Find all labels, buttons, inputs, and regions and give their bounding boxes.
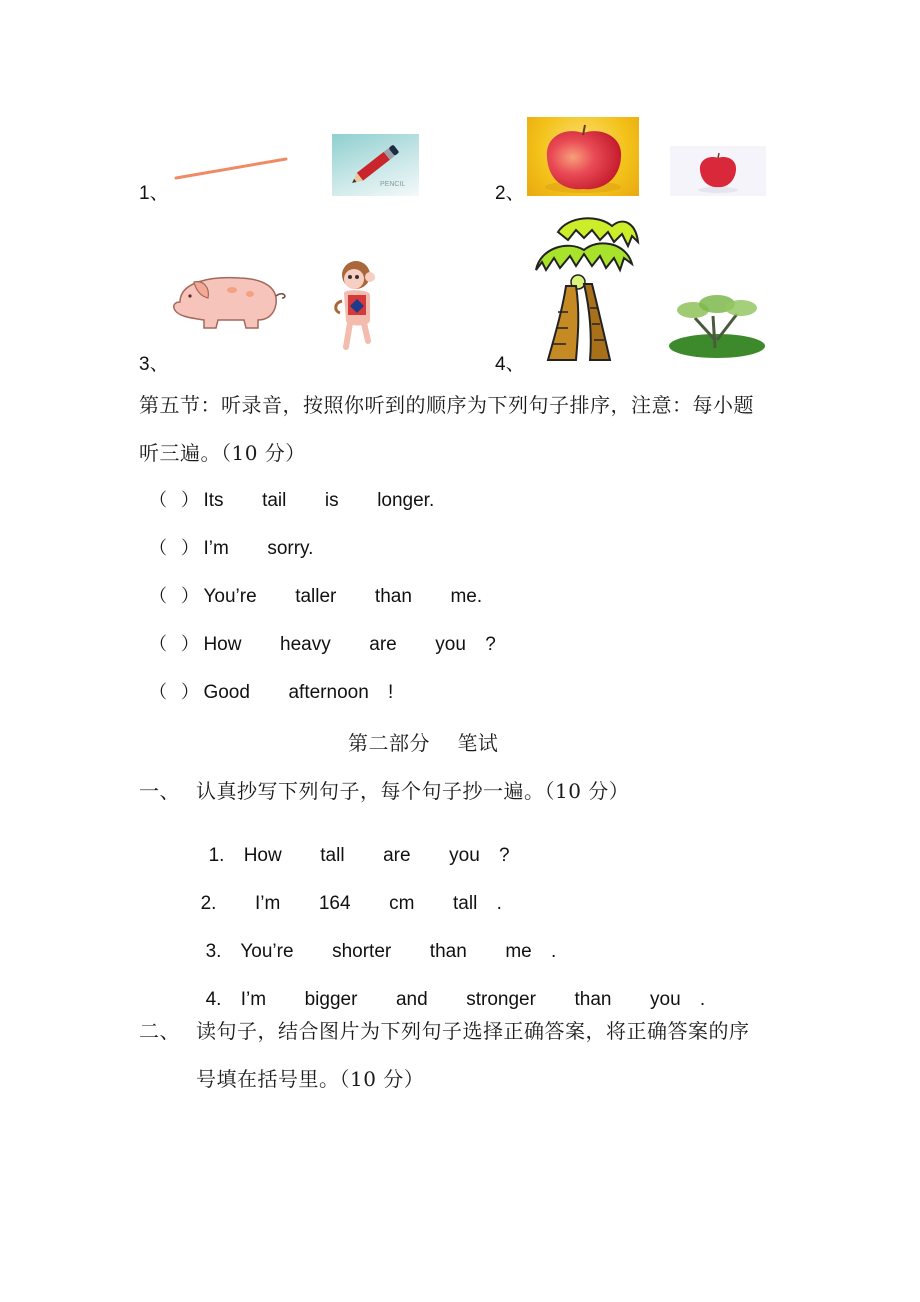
sentence-row-4: [149, 630, 496, 656]
q1-item-4: [167, 967, 705, 1011]
answer-paren-close: ）: [181, 538, 199, 559]
q1-number: 一、: [139, 779, 180, 803]
answer-paren-open: （: [149, 682, 167, 703]
pig-image: [170, 268, 295, 333]
answer-paren-open: （: [149, 538, 167, 559]
part2-title: 第二部分 笔试: [348, 731, 499, 755]
palm-trees-image: [528, 212, 640, 364]
item-number: 3.: [205, 941, 222, 962]
item-number: 4.: [205, 989, 222, 1010]
item-text: I’m 164 cm tall .: [254, 893, 502, 914]
q2-instruction-line1: 读句子，结合图片为下列句子选择正确答案，将正确答案的序: [196, 1019, 750, 1043]
answer-paren-close: ）: [181, 490, 199, 511]
answer-paren-close: ）: [181, 586, 199, 607]
tree-icon: [665, 290, 767, 362]
apple-icon: [527, 117, 639, 196]
big-apple-image: [527, 117, 639, 196]
answer-paren-open: （: [149, 634, 167, 655]
q2-instruction-line2: 号填在括号里。（10 分）: [196, 1067, 425, 1091]
q1-item-2: [162, 871, 502, 915]
item-number: 1.: [208, 845, 225, 866]
small-tree-image: [665, 290, 767, 362]
sentence-text: I’m sorry.: [203, 538, 314, 559]
sentence-row-3: [149, 582, 482, 608]
item-1-label: 1、: [139, 183, 169, 204]
apple-small-icon: [670, 146, 766, 196]
q1-item-1: [170, 823, 510, 867]
pencil-caption: PENCIL: [380, 181, 406, 188]
item-3-label: 3、: [139, 354, 169, 375]
item-4-label: 4、: [495, 354, 525, 375]
sentence-row-1: [149, 486, 434, 512]
answer-paren-close: ）: [181, 682, 199, 703]
monkey-image: [328, 255, 390, 357]
stick-image: [172, 153, 290, 183]
answer-paren-open: （: [149, 586, 167, 607]
item-text: How tall are you ?: [243, 845, 510, 866]
answer-paren-close: ）: [181, 634, 199, 655]
pencil-icon: [332, 134, 419, 196]
q1-item-3: [167, 919, 556, 963]
sentence-row-2: [149, 534, 313, 560]
section5-instruction-line2: 听三遍。（10 分）: [139, 441, 306, 465]
sentence-text: Good afternoon !: [203, 682, 394, 703]
answer-paren-open: （: [149, 490, 167, 511]
item-text: You’re shorter than me .: [240, 941, 557, 962]
q2-number: 二、: [139, 1019, 180, 1043]
sentence-text: How heavy are you ?: [203, 634, 496, 655]
monkey-icon: [328, 255, 390, 357]
item-number: 2.: [200, 893, 217, 914]
stick-icon: [172, 153, 290, 183]
section5-instruction-line1: 第五节：听录音，按照你听到的顺序为下列句子排序，注意：每小题: [139, 393, 754, 417]
item-text: I’m bigger and stronger than you .: [240, 989, 706, 1010]
pig-icon: [170, 268, 295, 333]
small-apple-image: [670, 146, 766, 196]
sentence-text: You’re taller than me.: [203, 586, 483, 607]
q1-instruction: 认真抄写下列句子，每个句子抄一遍。（10 分）: [196, 779, 630, 803]
item-2-label: 2、: [495, 183, 525, 204]
sentence-row-5: [149, 678, 393, 704]
sentence-text: Its tail is longer.: [203, 490, 435, 511]
pencil-image: [332, 134, 419, 196]
palm-tree-icon: [528, 212, 640, 364]
